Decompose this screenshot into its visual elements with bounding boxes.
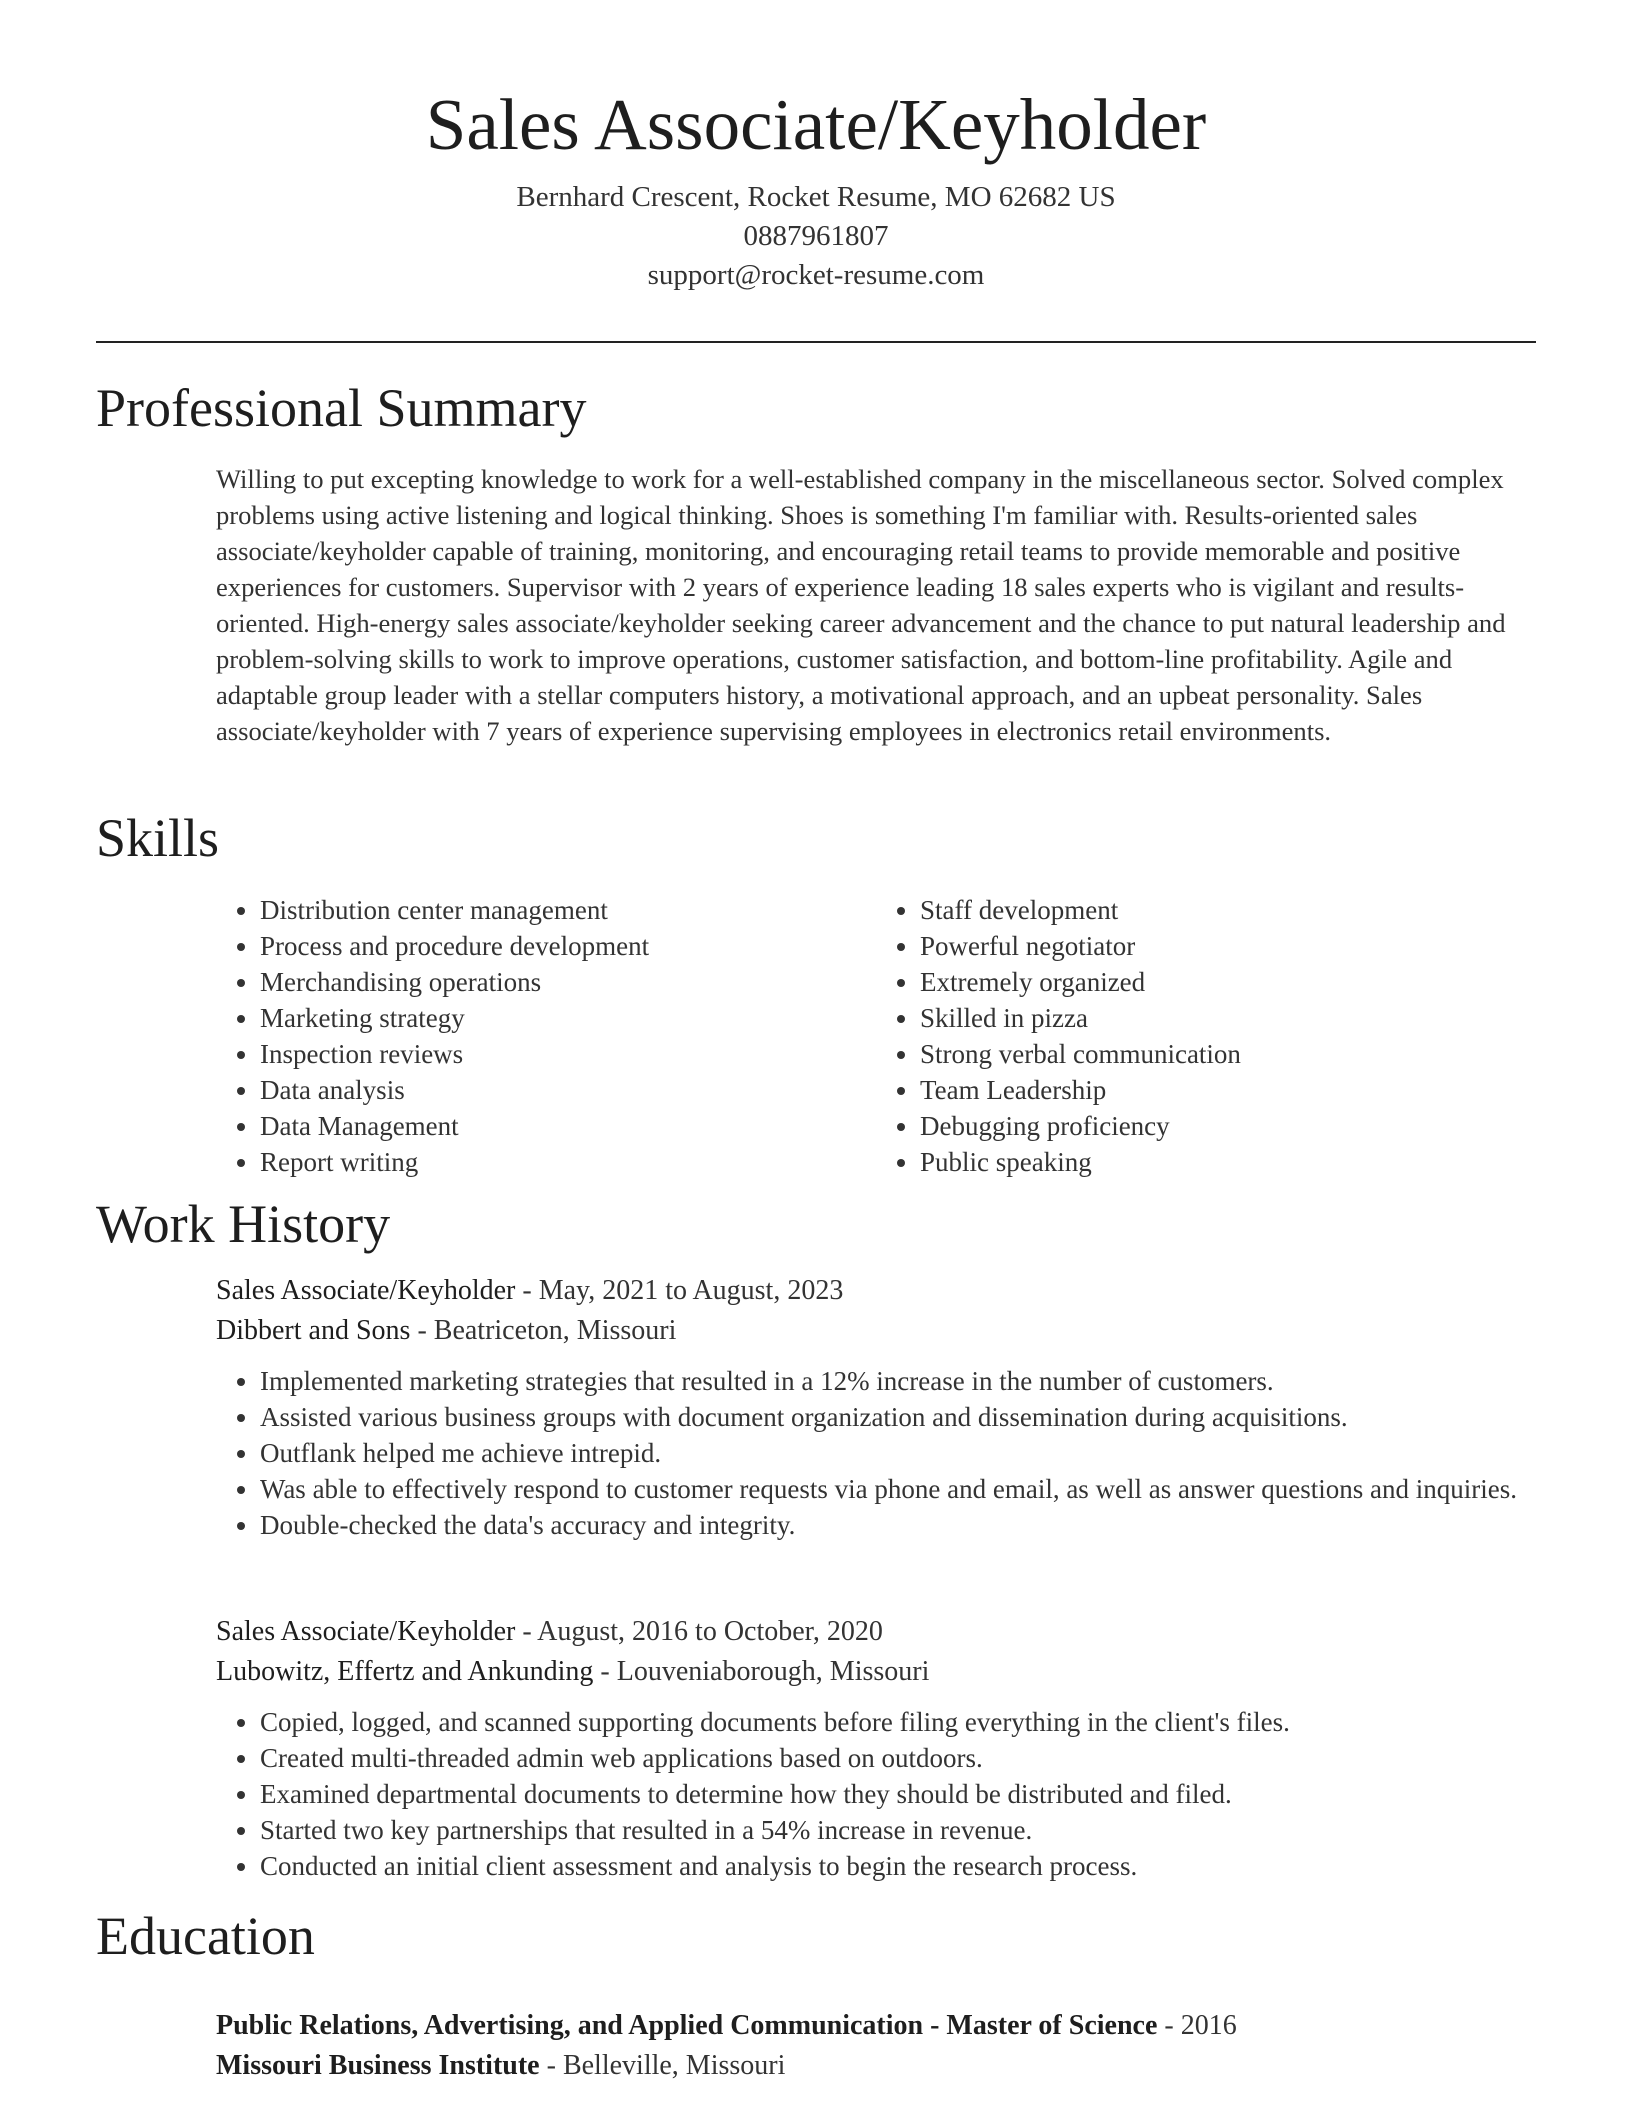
job-entry [216,1612,1546,1884]
skill-item: • Skilled in pizza [920,1000,1536,1036]
skill-item: • Team Leadership [920,1072,1536,1108]
skill-item: • Powerful negotiator [920,928,1536,964]
job-company: Dibbert and Sons [216,1315,411,1346]
job-title: Sales Associate/Keyholder [216,1275,516,1306]
education-school: Missouri Business Institute [216,2050,540,2081]
job-entry [216,1271,1546,1543]
summary-heading: Professional Summary [96,378,587,438]
job-bullets [216,1363,1546,1543]
job-title-line [216,1271,1546,1311]
work-history-heading: Work History [96,1194,391,1254]
skill-item: • Strong verbal communication [920,1036,1536,1072]
job-bullet: • Examined departmental documents to determine how they should be distributed and filed. [260,1776,1546,1812]
resume-name: Sales Associate/Keyholder [425,84,1207,165]
summary-text: Willing to put excepting knowledge to work for a well-established company in the miscellaneous sector. Solved complex problems using active listening and logical thinking. Shoes is something I'm familiar with. Results-oriented sales associate/keyholder capable of training, monitoring, and encouraging retail teams to provide memorable and positive experiences for customers. Supervisor with 2 years of experience leading 18 sales experts who is vigilant and results-oriented. High-energy sales associate/keyholder seeking career advancement and the chance to put natural leadership and problem-solving skills to work to improve operations, customer satisfaction, and bottom-line profitability. Agile and adaptable group leader with a stellar computers history, a motivational approach, and an upbeat personality. Sales associate/keyholder with 7 years of experience supervising employees in electronics retail environments. [216,464,1506,746]
skill-item: • Staff development [920,892,1536,928]
job-company-line [216,1652,1546,1692]
skills-column-right [876,892,1536,1180]
job-bullets [216,1704,1546,1884]
job-bullet: • Conducted an initial client assessment and analysis to begin the research process. [260,1848,1546,1884]
education-heading: Education [96,1906,315,1966]
contact-phone: 0887961807 [743,220,889,252]
job-bullet: • Assisted various business groups with document organization and dissemination during acquisitions. [260,1399,1546,1435]
skill-item: • Process and procedure development [260,928,876,964]
skill-item: • Debugging proficiency [920,1108,1536,1144]
skills-column-left [216,892,876,1180]
job-company: Lubowitz, Effertz and Ankunding [216,1656,594,1687]
contact-email: support@rocket-resume.com [647,259,985,291]
resume-header [0,80,1632,295]
contact-block [0,178,1632,295]
header-divider [96,341,1536,343]
skill-item: • Data Management [260,1108,876,1144]
education-degree-line [216,2006,1546,2046]
skill-item: • Data analysis [260,1072,876,1108]
job-dates: - May, 2021 to August, 2023 [515,1275,844,1306]
job-title: Sales Associate/Keyholder [216,1616,516,1647]
job-bullet: • Copied, logged, and scanned supporting documents before filing everything in the client's files. [260,1704,1546,1740]
skill-item: • Extremely organized [920,964,1536,1000]
skill-item: • Public speaking [920,1144,1536,1180]
education-school-line [216,2046,1546,2086]
job-location: - Beatriceton, Missouri [410,1315,677,1346]
job-bullet: • Outflank helped me achieve intrepid. [260,1435,1546,1471]
job-company-line [216,1311,1546,1351]
education-degree: Public Relations, Advertising, and Applied Communication - Master of Science [216,2010,1158,2041]
skill-item: • Report writing [260,1144,876,1180]
job-location: - Louveniaborough, Missouri [593,1656,930,1687]
skill-item: • Marketing strategy [260,1000,876,1036]
skill-item: • Distribution center management [260,892,876,928]
education-location: - Belleville, Missouri [539,2050,786,2081]
skill-item: • Inspection reviews [260,1036,876,1072]
education-entry [216,2006,1546,2086]
job-bullet: • Was able to effectively respond to customer requests via phone and email, as well as answer questions and inquiries. [260,1471,1546,1507]
job-bullet: • Double-checked the data's accuracy and integrity. [260,1507,1546,1543]
job-dates: - August, 2016 to October, 2020 [515,1616,883,1647]
job-bullet: • Implemented marketing strategies that resulted in a 12% increase in the number of customers. [260,1363,1546,1399]
contact-address: Bernhard Crescent, Rocket Resume, MO 62682 US [516,181,1116,213]
job-bullet: • Created multi-threaded admin web applications based on outdoors. [260,1740,1546,1776]
skills-heading: Skills [96,808,220,868]
job-bullet: • Started two key partnerships that resulted in a 54% increase in revenue. [260,1812,1546,1848]
education-year: - 2016 [1157,2010,1237,2041]
skills-list [216,892,1536,1180]
skill-item: • Merchandising operations [260,964,876,1000]
job-title-line [216,1612,1546,1652]
